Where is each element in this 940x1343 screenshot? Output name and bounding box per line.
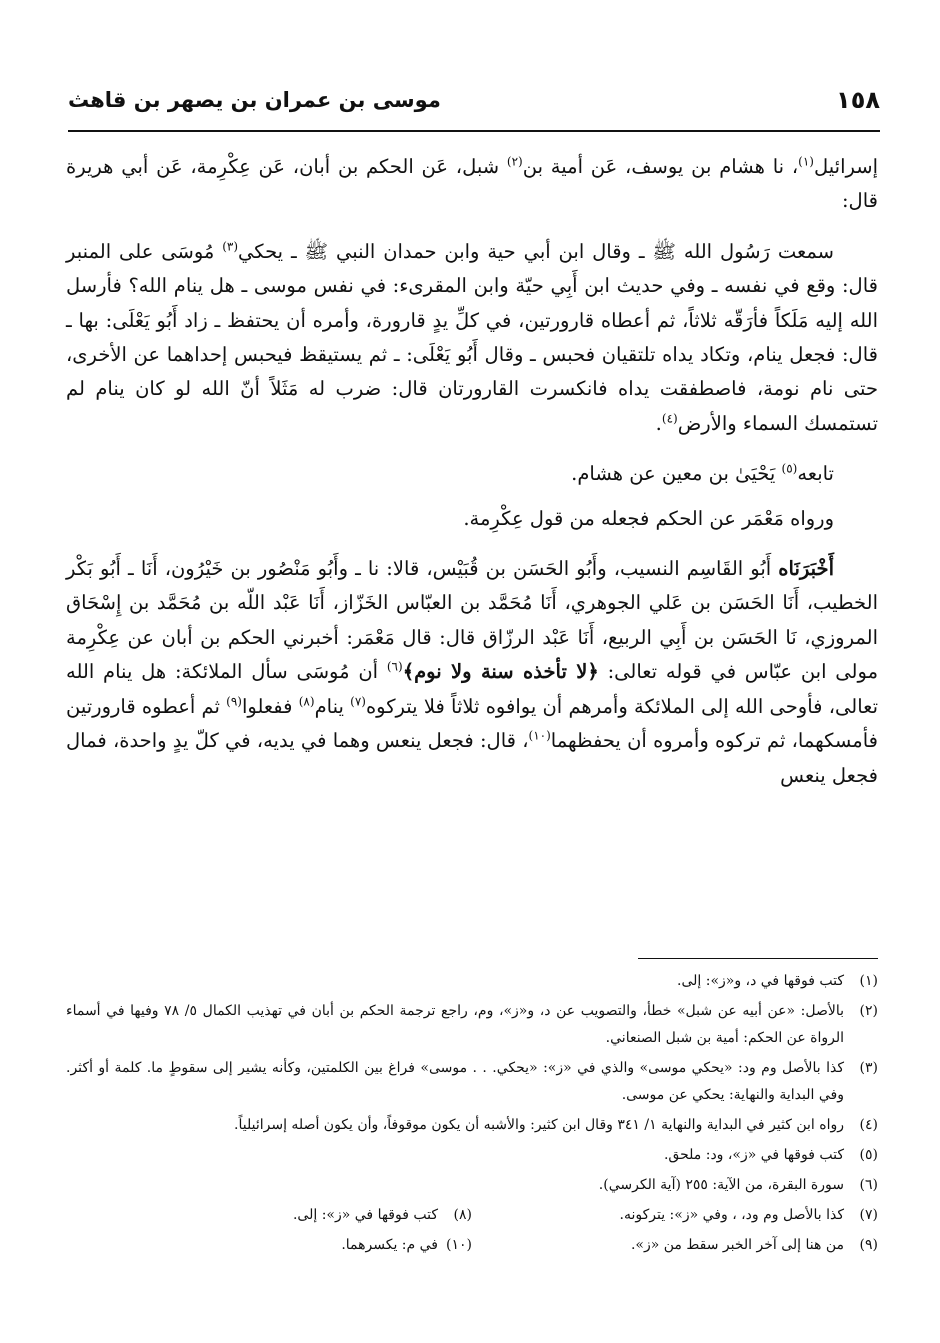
- footnote-3: [66, 1055, 878, 1109]
- footnote-marker: (٢): [506, 154, 523, 169]
- text-run: أَبُو القَاسِم النسيب، وأَبُو الحَسَن بن قُبَيْس، قالا: نا ـ وأَبُو مَنْصُور بن خَيْرُون، أَنَا ـ أَبُو بَكْر الخطيب، أَنَا الحَسَن بن عَلي الجوهري، أَنَا مُحَمَّد بن العبّاس الخَزّاز، أَنَا عَبْد اللّه بن مُحَمَّد بن إِسْحَاق المروزي، نَا الحَسَن بن أَبِي الربيع، أَنَا عَبْد الرزّاق قال: قال مَعْمَر: أخبرني الحكم بن أبان عن عِكْرِمة مولى ابن عبّاس في قوله تعالى:: [66, 557, 879, 684]
- footnote-marker: (٨): [298, 694, 315, 709]
- text-run: .: [655, 411, 662, 435]
- footnote-number: (٣): [859, 1060, 878, 1076]
- footnote-10: [66, 1232, 472, 1259]
- footnote-5: [66, 1142, 878, 1169]
- footnote-8: [66, 1202, 472, 1229]
- paragraph-4: [66, 502, 878, 536]
- footnote-number: (٨): [453, 1207, 472, 1223]
- footnote-text: بالأصل: «عن أبيه عن شبل» خطأ، والتصويب عن د، و«ز»، وم، راجع ترجمة الحكم بن أبان في تهذيب الكمال ٥/ ٧٨ وفيها في أسماء الرواة عن الحكم: أمية بن شبل الصنعاني.: [66, 1003, 844, 1046]
- text-run: أن مُوسَى سأل الملائكة: هل ينام الله تعالى، فأوحى الله إلى الملائكة وأمرهم أن يوافوه ثلاثاً فلا يتركوه: [66, 660, 878, 718]
- footnote-rule: [638, 958, 878, 959]
- footnote-marker: (١): [798, 154, 814, 169]
- footnotes: [66, 968, 878, 1262]
- text-run: ورواه مَعْمَر عن الحكم فجعله من قول عِكْرِمة.: [463, 506, 834, 530]
- footnote-marker: (٧): [350, 694, 366, 709]
- footnote-9: [472, 1232, 878, 1259]
- footnote-text: كتب فوقها في «ز»: إلى.: [292, 1207, 438, 1223]
- text-run: ففعلوا: [241, 694, 299, 718]
- running-title: موسى بن عمران بن يصهر بن قاهث: [68, 88, 441, 112]
- paragraph-2: [66, 235, 878, 441]
- paragraph-5: [66, 552, 878, 793]
- page-header: [68, 84, 880, 124]
- header-rule: [68, 130, 880, 132]
- footnote-2: [66, 998, 878, 1052]
- footnote-1: [66, 968, 878, 995]
- footnote-text: كتب فوقها في «ز»، ود: ملحق.: [663, 1147, 844, 1163]
- footnote-number: (٧): [859, 1207, 878, 1223]
- paragraph-3: [66, 457, 878, 491]
- paragraph-1: [66, 150, 878, 219]
- footnote-text: من هنا إلى آخر الخبر سقط من «ز».: [630, 1237, 844, 1253]
- footnote-7: [472, 1202, 878, 1229]
- footnote-marker: (٦): [386, 659, 403, 674]
- footnote-text: رواه ابن كثير في البداية والنهاية ١/ ٣٤١ وقال ابن كثير: والأشبه أن يكون موقوفاً، وأن يكون أصله إسرائيلياً.: [234, 1117, 844, 1133]
- text-run: إسرائيل: [813, 155, 878, 178]
- footnote-6: [66, 1172, 878, 1199]
- footnote-text: سورة البقرة، من الآية: ٢٥٥ (آية الكرسي).: [598, 1177, 844, 1193]
- text-run: يَحْيَىٰ بن معين عن هشام.: [571, 462, 782, 486]
- text-run: ، قال: فجعل ينعس وهما في يديه، في كلّ يدٍ واحدة، فمال فجعل ينعس: [66, 729, 878, 787]
- footnote-number: (٤): [859, 1117, 878, 1133]
- footnote-row-7-8: [66, 1202, 878, 1229]
- footnote-text: كتب فوقها في د، و«ز»: إلى.: [677, 973, 844, 989]
- isnad-lead: أَخْبَرَنَاه: [778, 557, 834, 581]
- footnote-number: (٦): [859, 1177, 878, 1193]
- text-run: مُوسَى على المنبر قال: وقع في نفسه ـ وفي حديث ابن أَبِي حيّة وابن المقرىء: في نفس موسى ـ هل ينام الله؟ فأرسل الله إليه مَلَكاً فأرَقّه ثلاثاً، ثم أعطاه قارورتين، في كلِّ يدٍ قارورة، وأمره أن يحتفظ ـ زاد أَبُو يَعْلَى: بها ـ قال: فجعل ينام، وتكاد يداه تلتقيان فحبس ـ وقال أَبُو يَعْلَى: ـ ثم يستيقظ فيحبس إحداهما عن الأخرى، حتى نام نومة، فاصطفقت يداه فانكسرت القارورتان قال: ضرب له مَثَلاً أنّ الله لو كان ينام لم تستمسك السماء والأرض: [66, 239, 878, 435]
- page-number: ١٥٨: [836, 86, 880, 114]
- footnote-text: كذا بالأصل وم ود: «يحكي موسى» والذي في «ز»: «يحكي. . . موسى» فراغ بين الكلمتين، وكأنه يشير إلى سقوطٍ ما. كلمة أو أكثر. وفي البداية والنهاية: يحكي عن موسى.: [66, 1060, 844, 1103]
- footnote-row-9-10: [66, 1232, 878, 1259]
- text-run: شبل، عَن الحكم بن أبان، عَن عِكْرِمة، عَن أبي هريرة قال:: [66, 155, 878, 213]
- text-run: ثم أعطوه قارورتين فأمسكهما، ثم تركوه وأمروه أن يحفظهما: [66, 694, 878, 753]
- footnote-marker: (١٠): [528, 728, 551, 743]
- text-run: ينام: [314, 694, 351, 718]
- main-text: [66, 150, 878, 793]
- footnote-marker: (٩): [226, 694, 242, 709]
- footnote-marker: (٣): [222, 239, 239, 254]
- footnote-number: (٥): [859, 1147, 878, 1163]
- footnote-marker: (٥): [781, 461, 798, 476]
- footnote-number: (١): [859, 973, 878, 989]
- footnote-number: (١٠): [446, 1237, 472, 1253]
- text-run: تابعه: [797, 462, 834, 486]
- text-run: ، نا هشام بن يوسف، عَن أمية بن: [522, 155, 799, 178]
- quran-quote: ﴿لا تأخذه سنة ولا نوم﴾: [402, 660, 599, 684]
- footnote-number: (٢): [859, 1003, 878, 1019]
- footnote-number: (٩): [859, 1237, 878, 1253]
- footnote-text: كذا بالأصل وم ود، ، وفي «ز»: يتركونه.: [619, 1207, 844, 1223]
- footnote-4: [66, 1112, 878, 1139]
- text-run: سمعت رَسُول الله ﷺ ـ وقال ابن أبي حية وابن حمدان النبي ﷺ ـ يحكي: [238, 239, 834, 263]
- footnote-marker: (٤): [661, 411, 678, 426]
- footnote-text: في م: يكسرهما.: [341, 1237, 438, 1253]
